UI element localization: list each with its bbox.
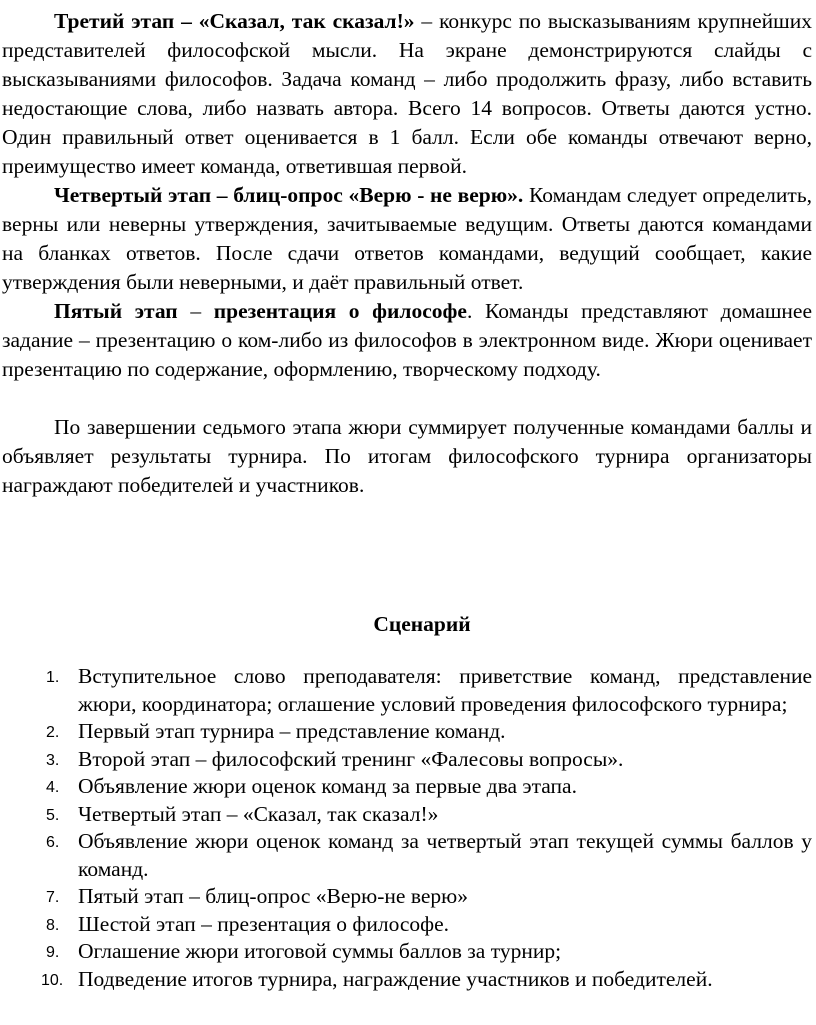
list-item-text: Первый этап турнира – представление команд.	[78, 719, 506, 743]
stage4-text: Командам следует определить, верны или неверны утверждения, зачитываемые ведущим. Ответы даются командами на бланках ответов. После сдачи ответов командами, ведущий сообщает, какие утверждения были неверными, и даёт правильный ответ.	[2, 183, 812, 294]
list-item	[2, 746, 812, 774]
scenario-heading: Сценарий	[373, 612, 471, 636]
list-item-text: Объявление жюри оценок команд за первые два этапа.	[78, 774, 577, 798]
list-item	[2, 966, 812, 994]
list-item-text: Оглашение жюри итоговой суммы баллов за турнир;	[78, 939, 562, 963]
blank-space	[2, 500, 812, 610]
list-item-number: 10.	[41, 971, 64, 989]
stage3-paragraph	[2, 7, 812, 181]
stage5-dash: –	[177, 299, 214, 323]
list-item-number: 1.	[46, 669, 60, 686]
blank-line	[2, 384, 812, 413]
list-item	[2, 663, 812, 718]
list-item-number: 6.	[46, 834, 60, 851]
list-item	[2, 911, 812, 939]
list-item-number: 4.	[46, 779, 60, 796]
list-item-number: 3.	[46, 751, 60, 769]
list-item-number: 9.	[46, 944, 60, 961]
stage3-text: – конкурс по высказываниям крупнейших представителей философской мысли. На экране демонстрируются слайды с высказываниями философов. Задача команд – либо продолжить фразу, либо вставить недостающие слова, либо назвать автора. Всего 14 вопросов. Ответы даются устно. Один правильный ответ оценивается в 1 балл. Если обе команды отвечают верно, преимущество имеет команда, ответившая первой.	[2, 9, 812, 178]
list-item-text: Шестой этап – презентация о философе.	[78, 911, 450, 936]
scenario-list	[2, 663, 812, 993]
list-item	[2, 938, 812, 966]
stage3-title: Третий этап – «Сказал, так сказал!»	[54, 9, 415, 33]
list-item-number: 7.	[46, 889, 60, 906]
stage5-title-b: презентация о философе	[213, 299, 467, 323]
list-item-text: Вступительное слово преподавателя: приветствие команд, представление жюри, координатора; оглашение условий проведения философского турнира;	[78, 664, 812, 716]
list-item	[2, 828, 812, 883]
stage5-text: . Команды представляют домашнее задание – презентацию о ком-либо из философов в электронном виде. Жюри оценивает презентацию по содержание, оформлению, творческому подходу.	[2, 299, 813, 381]
list-item-number: 8.	[46, 916, 60, 934]
list-item	[2, 773, 812, 801]
list-item-text: Объявление жюри оценок команд за четвертый этап текущей суммы баллов у команд.	[78, 829, 812, 881]
list-item-text: Второй этап – философский тренинг «Фалесовы вопросы».	[78, 746, 624, 771]
stage5-title-a: Пятый этап	[54, 299, 178, 323]
list-item	[2, 801, 812, 829]
list-item	[2, 883, 812, 911]
list-item	[2, 718, 812, 746]
list-item-number: 5.	[46, 806, 60, 824]
stage4-paragraph	[2, 181, 812, 297]
list-item-text: Пятый этап – блиц-опрос «Верю-не верю»	[78, 884, 468, 908]
list-item-text: Подведение итогов турнира, награждение участников и победителей.	[78, 966, 713, 991]
closing-paragraph: По завершении седьмого этапа жюри суммирует полученные командами баллы и объявляет результаты турнира. По итогам философского турнира организаторы награждают победителей и участников.	[2, 415, 812, 497]
list-item-text: Четвертый этап – «Сказал, так сказал!»	[78, 801, 439, 826]
stage4-title: Четвертый этап – блиц-опрос «Верю - не верю».	[54, 183, 524, 207]
list-item-number: 2.	[46, 724, 60, 741]
stage5-paragraph	[2, 297, 812, 384]
